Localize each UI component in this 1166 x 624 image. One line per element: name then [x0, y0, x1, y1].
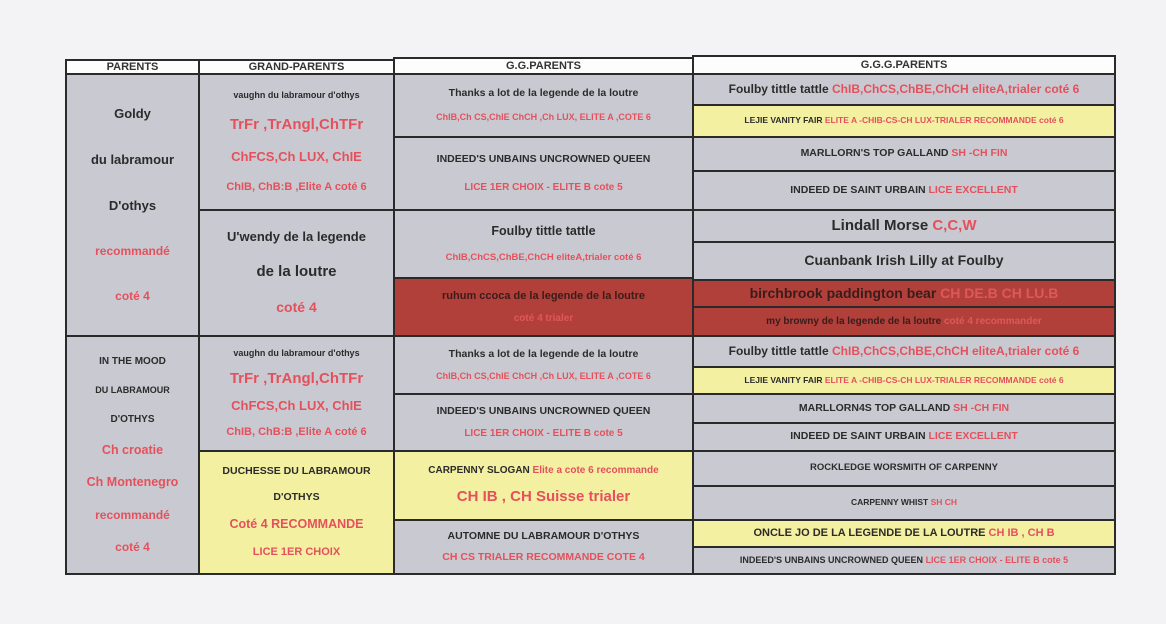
cell-line — [437, 406, 651, 418]
title-credentials: SH -CH FIN — [953, 401, 1010, 414]
dog-name: DUCHESSE DU LABRAMOUR — [222, 465, 371, 478]
title-credentials: CH DE.B CH LU.B — [940, 284, 1059, 301]
cell-line — [831, 218, 976, 235]
dog-name: CARPENNY WHIST — [850, 497, 931, 508]
cell-line — [464, 428, 622, 439]
cell-line — [799, 403, 1009, 415]
cell-line — [753, 527, 1054, 539]
dog-name: AUTOMNE DU LABRAMOUR D'OTHYS — [447, 529, 640, 542]
pedigree-cell-gg8 — [393, 519, 694, 575]
pedigree-cell-ggg7 — [692, 279, 1116, 308]
dog-name: Thanks a lot de la legende de la loutre — [448, 87, 639, 100]
pedigree-cell-ggg1 — [692, 73, 1116, 106]
cell-line — [99, 356, 166, 367]
title-credentials: ChIB, ChB:B ,Elite A coté 6 — [226, 180, 367, 193]
pedigree-cell-ggg9 — [692, 335, 1116, 368]
cell-line — [428, 465, 658, 476]
title-credentials: C,C,W — [932, 216, 977, 234]
cell-line — [109, 199, 156, 213]
pedigree-cell-ggg5 — [692, 209, 1116, 243]
cell-line — [464, 182, 622, 193]
dog-name: ONCLE JO DE LA LEGENDE DE LA LOUTRE — [753, 527, 989, 540]
cell-line — [222, 466, 370, 478]
dog-name: D'OTHYS — [273, 491, 320, 504]
title-credentials: ELITE A -CHIB-CS-CH LUX-TRIALER RECOMMANDE coté 6 — [824, 374, 1064, 385]
pedigree-cell-ggg11 — [692, 393, 1116, 424]
dog-name: du labramour — [90, 151, 175, 167]
title-credentials: LICE 1ER CHOIX - ELITE B cote 5 — [464, 428, 623, 440]
title-credentials: recommandé — [95, 244, 170, 259]
cell-line — [729, 345, 1080, 358]
title-credentials: Ch croatie — [101, 442, 164, 457]
cell-line — [233, 349, 359, 359]
cell-line — [226, 181, 366, 193]
pedigree-cell-ggg15 — [692, 519, 1116, 548]
pedigree-cell-ggg6 — [692, 241, 1116, 281]
cell-line — [231, 399, 362, 413]
cell-line — [95, 386, 170, 396]
title-credentials: LICE 1ER CHOIX - ELITE B cote 5 — [464, 181, 623, 193]
header-label: GRAND-PARENTS — [248, 61, 345, 73]
cell-line — [231, 150, 362, 164]
pedigree-cell-ggg16 — [692, 546, 1116, 575]
header-label: G.G.PARENTS — [506, 60, 581, 72]
title-credentials: recommandé — [95, 507, 170, 522]
title-credentials: Elite a cote 6 recommande — [532, 465, 659, 477]
header-label: PARENTS — [106, 61, 159, 73]
title-credentials: ChIB,ChCS,ChBE,ChCH eliteA,trialer coté 6 — [831, 81, 1080, 96]
pedigree-cell-ggg3 — [692, 136, 1116, 172]
dog-name: U'wendy de la legende — [227, 229, 366, 245]
cell-line — [233, 91, 359, 101]
pedigree-cell-gg4 — [393, 277, 694, 337]
cell-line — [95, 509, 170, 522]
cell-line — [810, 463, 998, 473]
cell-line — [95, 245, 170, 258]
cell-line — [457, 489, 630, 506]
cell-line — [87, 476, 179, 490]
pedigree-cell-gg5 — [393, 335, 694, 395]
pedigree-cell-gg3 — [393, 209, 694, 279]
dog-name: INDEED DE SAINT URBAIN — [790, 183, 929, 196]
dog-name: D'OTHYS — [110, 414, 155, 426]
title-credentials: ChIB,Ch CS,ChIE ChCH ,Ch LUX, ELITE A ,COTE 6 — [436, 111, 651, 122]
cell-line — [115, 541, 150, 554]
cell-line — [229, 518, 363, 532]
cell-line — [446, 253, 642, 263]
cell-line — [790, 431, 1018, 443]
cell-line — [230, 371, 363, 388]
title-credentials: SH -CH FIN — [951, 147, 1008, 160]
dog-name: my browny de la legende de la loutre — [766, 316, 944, 327]
title-credentials: ChIB,Ch CS,ChIE ChCH ,Ch LUX, ELITE A ,COTE 6 — [436, 370, 651, 381]
title-credentials: coté 4 recommander — [944, 316, 1042, 327]
dog-name: LEJIE VANITY FAIR — [744, 374, 825, 385]
cell-line — [115, 290, 150, 303]
dog-name: Foulby tittle tattle — [728, 81, 832, 96]
title-credentials: ChFCS,Ch LUX, ChIE — [231, 398, 362, 414]
pedigree-cell-gg1 — [393, 73, 694, 138]
cell-line — [226, 426, 366, 438]
pedigree-cell-g3 — [198, 335, 395, 452]
pedigree-cell-g2 — [198, 209, 395, 337]
title-credentials: coté 4 — [115, 288, 150, 303]
cell-line — [114, 107, 151, 121]
pedigree-cell-p2 — [65, 335, 200, 575]
title-credentials: coté 4 trialer — [513, 313, 574, 325]
pedigree-cell-ggg8 — [692, 306, 1116, 337]
dog-name: LEJIE VANITY FAIR — [744, 115, 825, 126]
title-credentials: Ch Montenegro — [86, 475, 179, 490]
pedigree-cell-ggg2 — [692, 104, 1116, 138]
cell-line — [110, 414, 154, 425]
cell-line — [273, 492, 319, 504]
dog-name: Foulby tittle tattle — [491, 223, 596, 238]
pedigree-cell-ggg14 — [692, 485, 1116, 521]
dog-name: birchbrook paddington bear — [749, 284, 941, 301]
dog-name: DU LABRAMOUR — [95, 384, 170, 395]
pedigree-cell-ggg13 — [692, 450, 1116, 487]
dog-name: INDEED'S UNBAINS UNCROWNED QUEEN — [739, 554, 926, 565]
title-credentials: Coté 4 RECOMMANDE — [229, 517, 364, 532]
cell-line — [491, 225, 595, 239]
dog-name: INDEED DE SAINT URBAIN — [790, 430, 929, 443]
cell-line — [744, 116, 1063, 125]
dog-name: INDEED'S UNBAINS UNCROWNED QUEEN — [436, 404, 651, 417]
header-ggg-parents — [692, 55, 1116, 75]
title-credentials: ChFCS,Ch LUX, ChIE — [231, 149, 362, 165]
dog-name: Thanks a lot de la legende de la loutre — [448, 347, 639, 360]
cell-line — [851, 498, 957, 507]
cell-line — [804, 253, 1003, 268]
cell-line — [801, 148, 1008, 160]
title-credentials: CH CS TRIALER RECOMMANDE COTE 4 — [442, 550, 645, 563]
title-credentials: ChIB,ChCS,ChBE,ChCH eliteA,trialer coté 6 — [831, 343, 1080, 358]
pedigree-cell-g1 — [198, 73, 395, 211]
cell-line — [740, 556, 1068, 566]
cell-line — [449, 349, 639, 361]
pedigree-cell-gg6 — [393, 393, 694, 452]
cell-line — [448, 531, 640, 543]
cell-line — [437, 154, 651, 166]
title-credentials: LICE EXCELLENT — [928, 183, 1018, 196]
title-credentials: CH IB , CH B — [988, 527, 1055, 540]
dog-name: vaughn du labramour d'othys — [233, 348, 360, 359]
pedigree-cell-ggg10 — [692, 366, 1116, 395]
cell-line — [276, 300, 316, 315]
title-credentials: SH CH — [930, 497, 958, 508]
cell-line — [436, 372, 651, 382]
cell-line — [253, 546, 340, 558]
dog-name: de la loutre — [256, 263, 337, 281]
title-credentials: ChIB, ChB:B ,Elite A coté 6 — [226, 425, 367, 438]
cell-line — [766, 316, 1042, 327]
dog-name: MARLLORN4S TOP GALLAND — [798, 401, 954, 414]
cell-line — [790, 185, 1018, 197]
title-credentials: TrFr ,TrAngl,ChTFr — [229, 369, 364, 387]
dog-name: INDEED'S UNBAINS UNCROWNED QUEEN — [436, 153, 651, 166]
pedigree-cell-gg2 — [393, 136, 694, 211]
cell-line — [436, 113, 651, 123]
pedigree-cell-ggg4 — [692, 170, 1116, 211]
cell-line — [442, 552, 644, 564]
cell-line — [102, 444, 163, 458]
cell-line — [750, 286, 1059, 301]
cell-line — [91, 153, 174, 167]
header-label: G.G.G.PARENTS — [860, 59, 948, 71]
title-credentials: CH IB , CH Suisse trialer — [456, 488, 631, 506]
cell-line — [256, 264, 336, 281]
title-credentials: LICE EXCELLENT — [928, 430, 1018, 443]
title-credentials: coté 4 — [115, 539, 150, 554]
dog-name: D'othys — [108, 197, 157, 213]
dog-name: Goldy — [114, 105, 151, 121]
pedigree-cell-g4 — [198, 450, 395, 575]
title-credentials: ChIB,ChCS,ChBE,ChCH eliteA,trialer coté 6 — [445, 251, 642, 263]
dog-name: MARLLORN'S TOP GALLAND — [800, 147, 952, 160]
title-credentials: ELITE A -CHIB-CS-CH LUX-TRIALER RECOMMANDE coté 6 — [824, 115, 1064, 126]
title-credentials: coté 4 — [276, 299, 317, 316]
cell-line — [227, 230, 366, 244]
title-credentials: LICE 1ER CHOIX — [252, 546, 341, 559]
pedigree-cell-p1 — [65, 73, 200, 337]
cell-line — [449, 88, 639, 100]
cell-line — [729, 83, 1080, 96]
cell-line — [230, 117, 363, 134]
title-credentials: LICE 1ER CHOIX - ELITE B cote 5 — [925, 554, 1069, 565]
title-credentials: TrFr ,TrAngl,ChTFr — [229, 116, 364, 134]
cell-line — [442, 290, 645, 302]
dog-name: ROCKLEDGE WORSMITH OF CARPENNY — [810, 462, 998, 474]
dog-name: IN THE MOOD — [99, 355, 166, 367]
dog-name: Lindall Morse — [831, 216, 933, 234]
cell-line — [514, 313, 573, 324]
pedigree-cell-ggg12 — [692, 422, 1116, 452]
dog-name: Cuanbank Irish Lilly at Foulby — [804, 252, 1004, 269]
dog-name: ruhum ccoca de la legende de la loutre — [442, 289, 645, 302]
dog-name: vaughn du labramour d'othys — [233, 90, 360, 101]
dog-name: CARPENNY SLOGAN — [428, 465, 533, 477]
dog-name: Foulby tittle tattle — [728, 343, 832, 358]
cell-line — [744, 376, 1063, 385]
pedigree-cell-gg7 — [393, 450, 694, 521]
